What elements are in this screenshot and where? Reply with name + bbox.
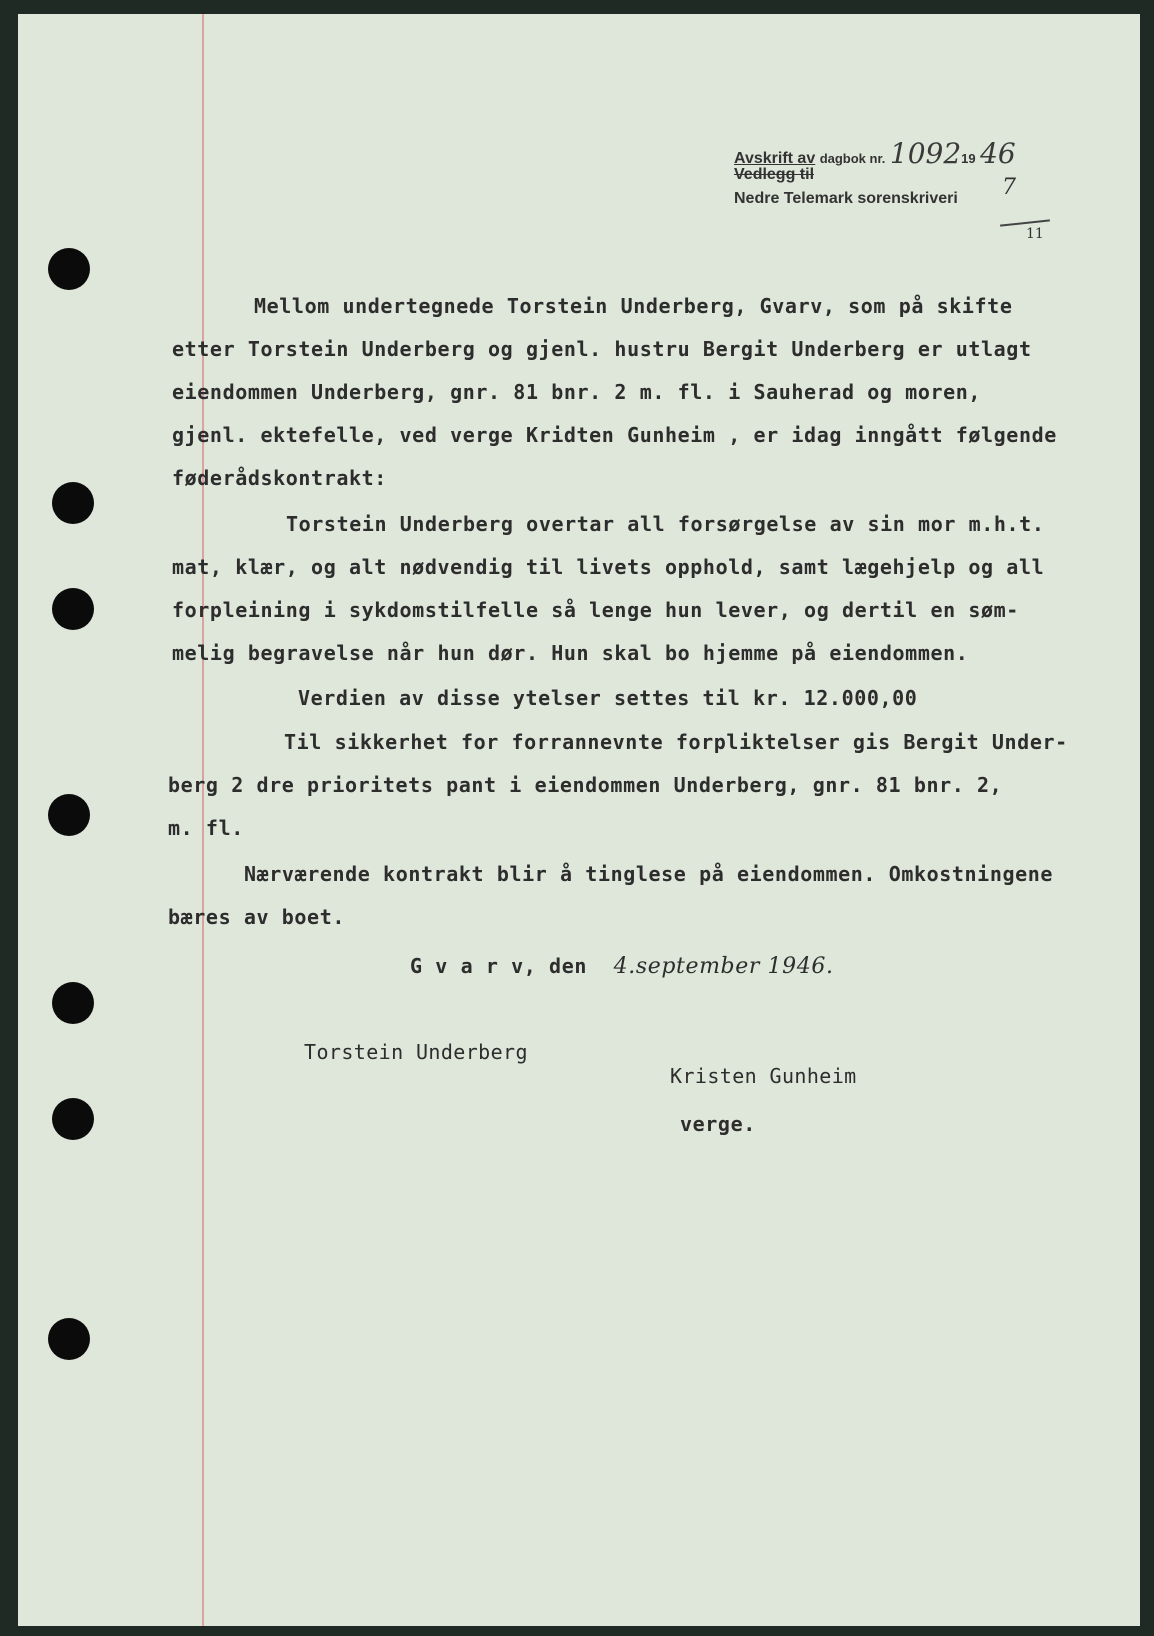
document-page xyxy=(18,14,1140,1626)
punch-hole xyxy=(48,1318,90,1360)
dateline xyxy=(410,954,834,979)
signature-right: Kristen Gunheim xyxy=(670,1064,857,1088)
stamp-dagbok: dagbok nr. xyxy=(819,151,886,166)
body-line: Torstein Underberg overtar all forsørgelse av sin mor m.h.t. xyxy=(286,512,1045,536)
punch-hole xyxy=(48,794,90,836)
stamp-year-prefix: 19 xyxy=(961,151,976,166)
body-line: Nærværende kontrakt blir å tinglese på eiendommen. Omkostningene xyxy=(244,862,1054,886)
punch-hole xyxy=(48,248,90,290)
body-line: mat, klær, og alt nødvendig til livets opphold, samt lægehjelp og all xyxy=(172,555,1045,579)
body-line: bæres av boet. xyxy=(168,905,345,929)
dateline-place: G v a r v, den xyxy=(410,954,587,978)
stamp-frac-den: 11 xyxy=(1026,226,1044,242)
punch-hole xyxy=(52,588,94,630)
body-line: melig begravelse når hun dør. Hun skal bo hjemme på eiendommen. xyxy=(172,641,969,665)
body-line: Verdien av disse ytelser settes til kr. 12.000,00 xyxy=(298,686,918,710)
stamp-frac-num: 7 xyxy=(1002,175,1016,200)
signature-left: Torstein Underberg xyxy=(304,1040,528,1064)
body-line: berg 2 dre prioritets pant i eiendommen Underberg, gnr. 81 bnr. 2, xyxy=(168,773,1003,797)
body-line: Til sikkerhet for forrannevnte forpliktelser gis Bergit Under- xyxy=(284,730,1068,754)
body-line: m. fl. xyxy=(168,816,244,840)
punch-hole xyxy=(52,482,94,524)
body-line: Mellom undertegnede Torstein Underberg, Gvarv, som på skifte xyxy=(254,294,1013,318)
registry-stamp xyxy=(734,137,1094,242)
stamp-vedlegg: Vedlegg til xyxy=(734,166,815,183)
stamp-avskrift: Avskrift av xyxy=(734,150,816,167)
stamp-number: 1092 xyxy=(889,137,962,170)
dateline-date: 4.september 1946. xyxy=(613,954,834,979)
stamp-office: Nedre Telemark sorenskriveri xyxy=(734,190,958,207)
body-line: føderådskontrakt: xyxy=(172,466,387,490)
body-line: eiendommen Underberg, gnr. 81 bnr. 2 m. fl. i Sauherad og moren, xyxy=(172,380,982,404)
punch-hole xyxy=(52,1098,94,1140)
stamp-year: 46 xyxy=(980,137,1016,170)
body-line: forpleining i sykdomstilfelle så lenge hun lever, og dertil en søm- xyxy=(172,598,1019,622)
signature-role: verge. xyxy=(680,1112,756,1136)
punch-hole xyxy=(52,982,94,1024)
body-line: gjenl. ektefelle, ved verge Kridten Gunheim , er idag inngått følgende xyxy=(172,423,1057,447)
body-line: etter Torstein Underberg og gjenl. hustru Bergit Underberg er utlagt xyxy=(172,337,1032,361)
